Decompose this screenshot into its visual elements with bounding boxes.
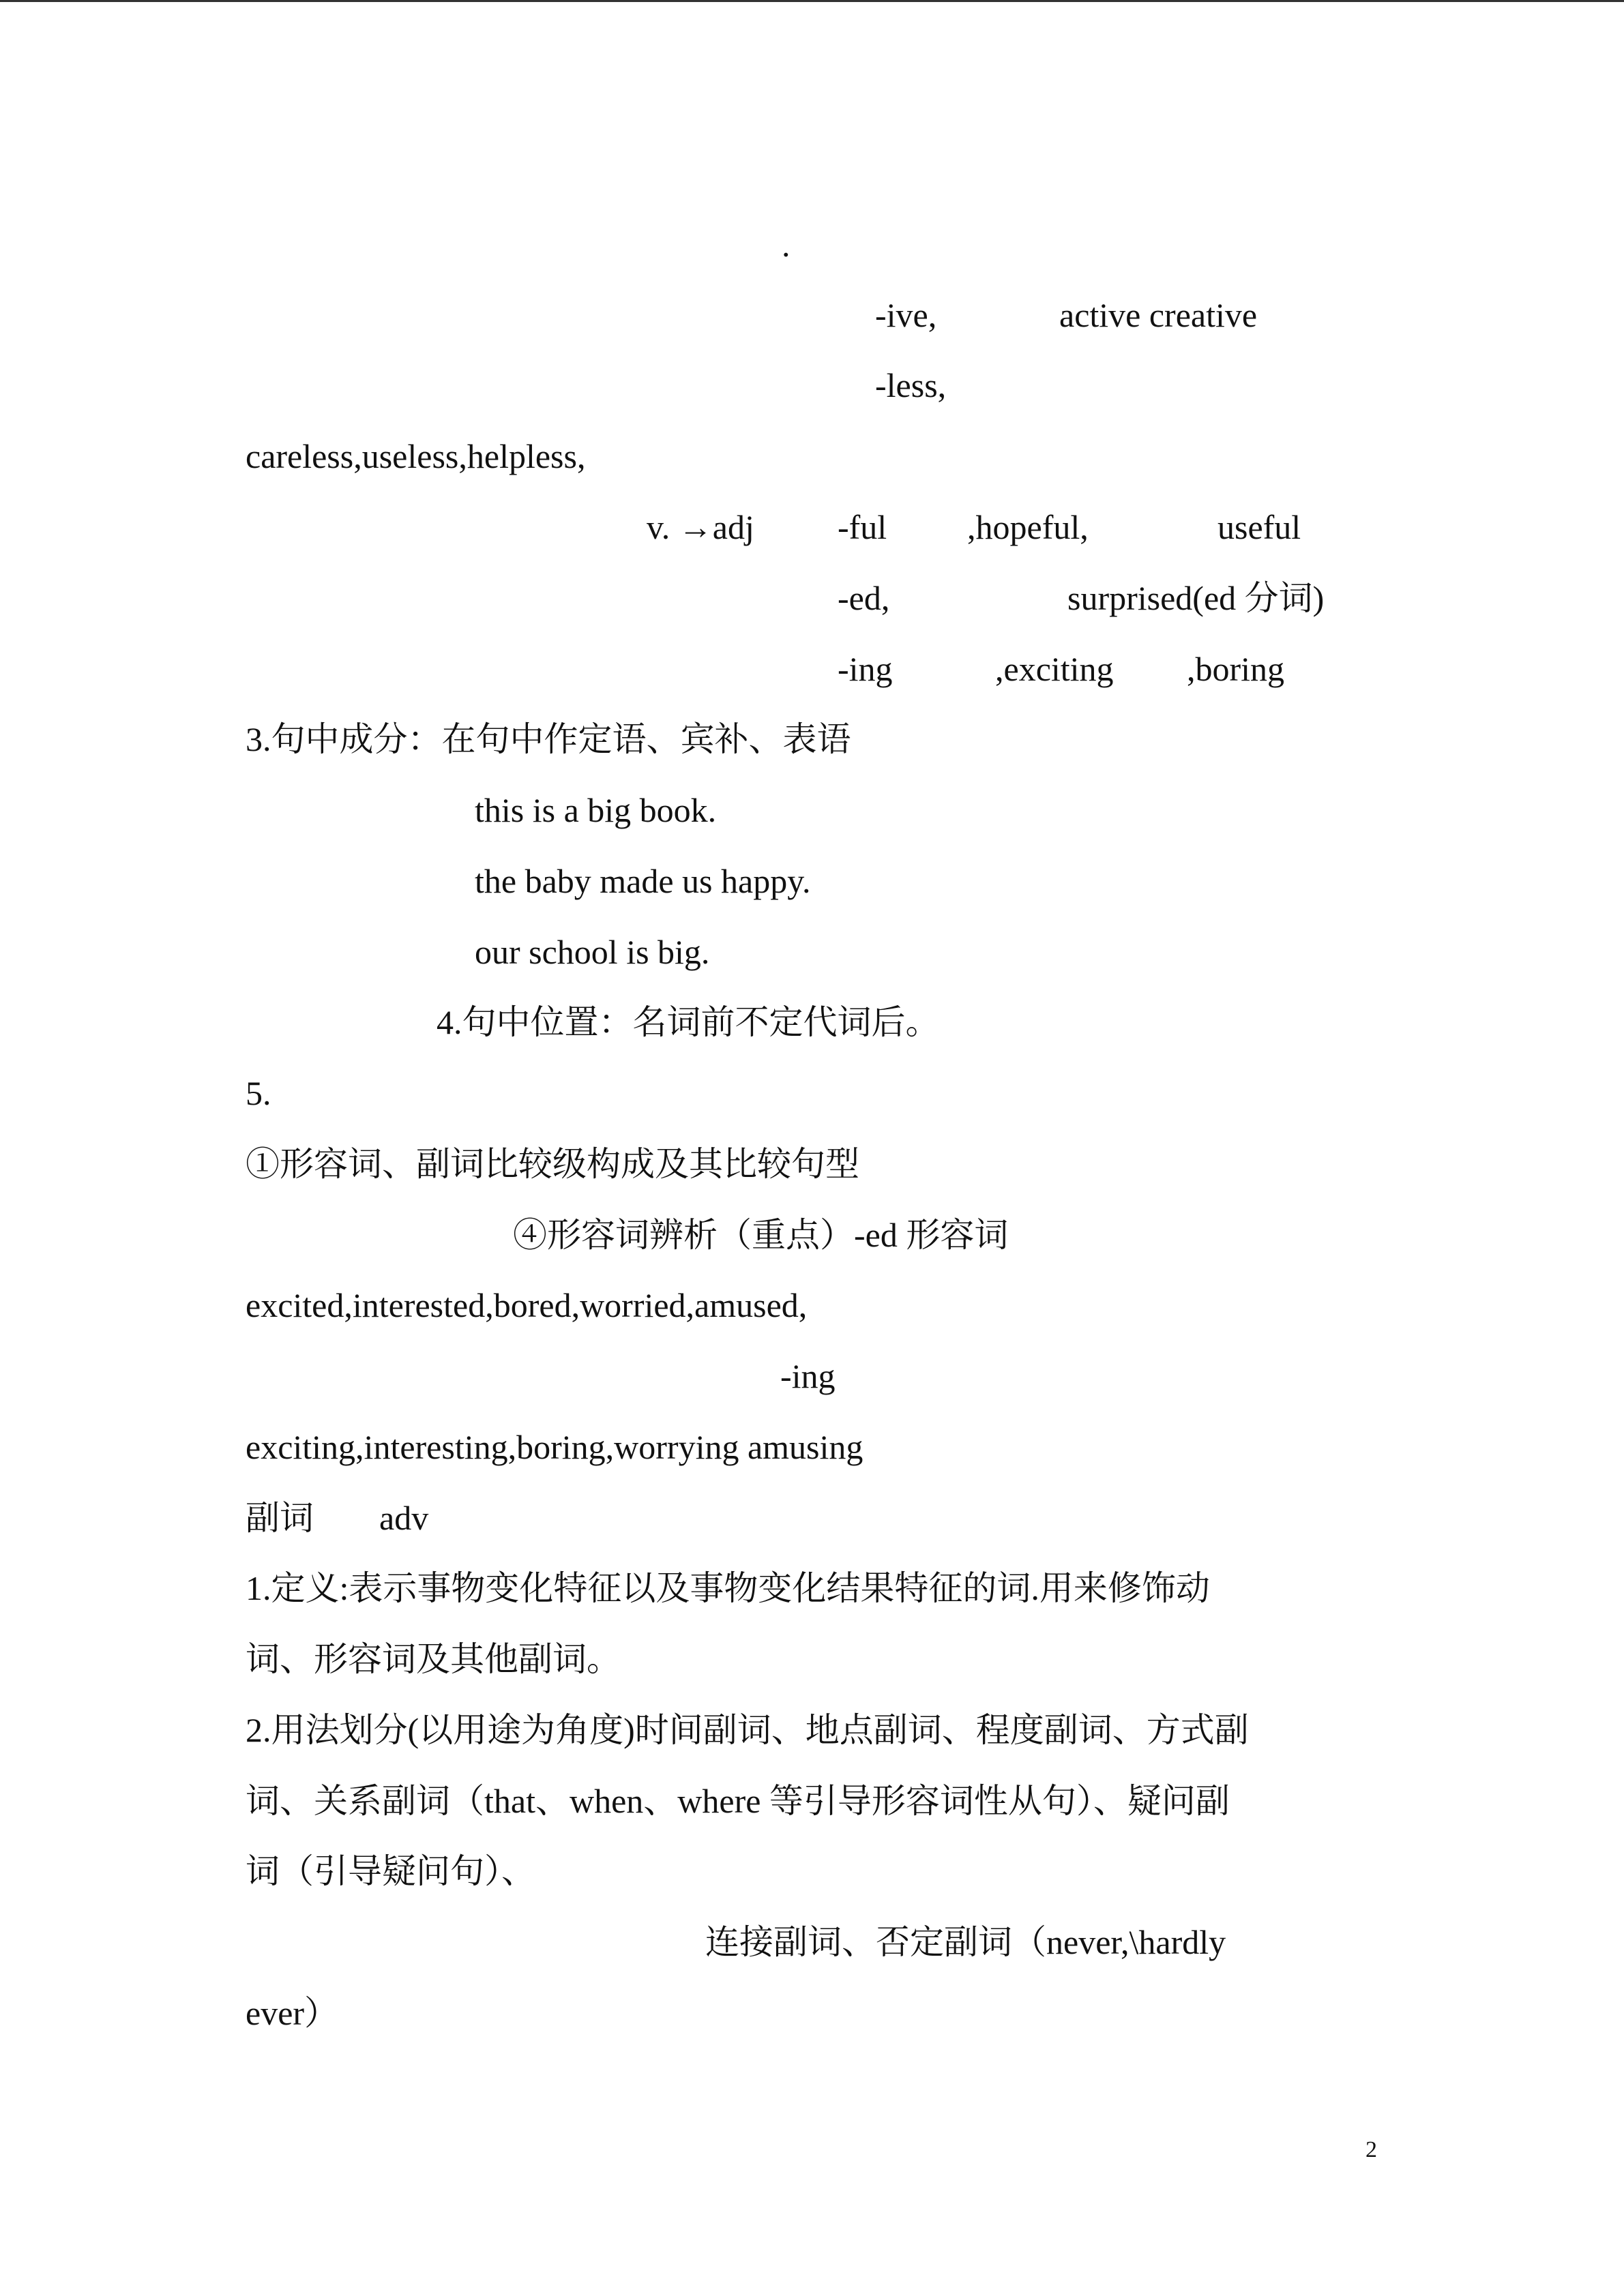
usage-line-5: ever） — [246, 1994, 339, 2032]
verb-to-adjective: v. →adj — [647, 508, 754, 546]
section-5-item-1: ①形容词、副词比较级构成及其比较句型 — [246, 1145, 859, 1183]
section-5-item-4: ④形容词辨析（重点）-ed 形容词 — [513, 1216, 1009, 1254]
ful-example-useful: useful — [1217, 508, 1301, 546]
section-3-example-2: the baby made us happy. — [475, 862, 811, 900]
ing-adjective-list: exciting,interesting,boring,worrying amusing — [246, 1428, 863, 1466]
stray-dot: . — [782, 226, 791, 264]
suffix-less: -less, — [875, 366, 947, 404]
suffix-ing: -ing — [838, 650, 893, 688]
ing-example-boring: ,boring — [1187, 650, 1285, 688]
section-4-title: 4.句中位置：名词前不定代词后。 — [437, 1003, 940, 1041]
ing-label: -ing — [780, 1357, 836, 1395]
ed-example: surprised(ed 分词) — [1067, 579, 1325, 617]
ing-example-exciting: ,exciting — [995, 650, 1114, 688]
ed-adjective-list: excited,interested,bored,worried,amused, — [246, 1286, 808, 1324]
usage-line-2: 词、关系副词（that、when、where 等引导形容词性从句）、疑问副 — [246, 1782, 1230, 1820]
usage-line-3: 词（引导疑问句）、 — [246, 1852, 535, 1890]
adverb-heading: 副词 — [246, 1499, 314, 1537]
section-3-title: 3.句中成分：在句中作定语、宾补、表语 — [246, 720, 851, 758]
usage-line-1: 2.用法划分(以用途为角度)时间副词、地点副词、程度副词、方式副 — [246, 1711, 1249, 1749]
ful-example-hopeful: ,hopeful, — [967, 508, 1089, 546]
section-3-example-3: our school is big. — [475, 933, 710, 971]
page-number: 2 — [1365, 2137, 1377, 2162]
suffix-ed: -ed, — [838, 579, 890, 617]
definition-line-1: 1.定义:表示事物变化特征以及事物变化结果特征的词.用来修饰动 — [246, 1569, 1210, 1607]
section-5-title: 5. — [246, 1074, 271, 1112]
section-3-example-1: this is a big book. — [475, 791, 717, 829]
usage-line-4: 连接副词、否定副词（never,\hardly — [705, 1923, 1226, 1961]
suffix-ive: -ive, — [875, 296, 937, 334]
definition-line-2: 词、形容词及其他副词。 — [246, 1640, 621, 1678]
suffix-ful: -ful — [838, 508, 887, 546]
adverb-abbreviation: adv — [379, 1499, 429, 1537]
ive-examples: active creative — [1059, 296, 1258, 334]
less-examples: careless,useless,helpless, — [246, 437, 586, 475]
